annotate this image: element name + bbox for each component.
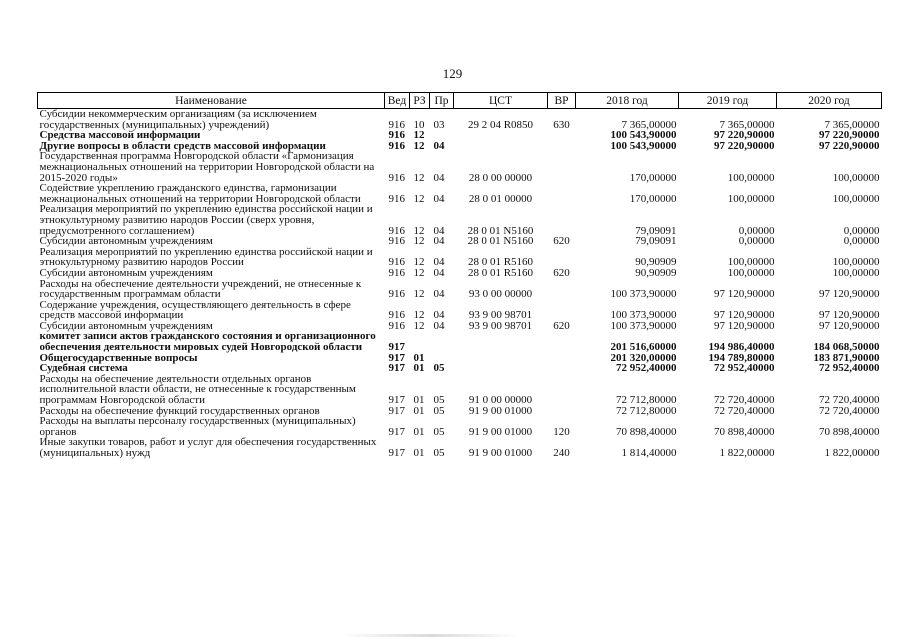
cell-2020: 100,00000 bbox=[832, 266, 880, 279]
cell-name: Судебная система bbox=[39, 362, 128, 375]
budget-table bbox=[37, 92, 882, 459]
header-pr: Пр bbox=[430, 93, 454, 109]
cell-vr: 620 bbox=[553, 235, 570, 248]
cell-ved: 917 bbox=[388, 341, 405, 354]
cell-2019: 97 220,90000 bbox=[714, 139, 775, 152]
cell-name: Расходы на обеспечение деятельности отдельных органов исполнительной власти области, не отнесенные к государственным программам Новгородской области bbox=[39, 372, 356, 407]
cell-2018: 90,90909 bbox=[635, 266, 677, 279]
cell-2018: 170,00000 bbox=[629, 192, 677, 205]
cell-2019: 72 720,40000 bbox=[714, 404, 775, 417]
cell-2020: 100,00000 bbox=[832, 192, 880, 205]
cell-name: Субсидии автономным учреждениям bbox=[39, 266, 213, 279]
cell-2020: 1 822,00000 bbox=[824, 447, 880, 459]
cell-name: Содержание учреждения, осуществляющего деятельность в сфере средств массовой информации bbox=[39, 298, 351, 322]
cell-vr bbox=[548, 406, 576, 417]
cell-pr: 04 bbox=[433, 309, 445, 322]
cell-cst: 93 0 00 00000 bbox=[468, 288, 533, 301]
cell-rz: 12 bbox=[413, 256, 425, 269]
header-cst: ЦСТ bbox=[454, 93, 548, 109]
cell-cst: 28 0 01 00000 bbox=[468, 192, 533, 205]
cell-cst: 28 0 01 R5160 bbox=[467, 266, 534, 279]
cell-cst bbox=[454, 363, 548, 374]
cell-ved: 916 bbox=[388, 192, 405, 205]
cell-pr bbox=[430, 331, 454, 352]
cell-rz: 01 bbox=[413, 394, 425, 407]
page-number: 129 bbox=[442, 66, 463, 81]
cell-2019: 194 789,80000 bbox=[708, 351, 775, 364]
cell-name: Иные закупки товаров, работ и услуг для обеспечения государственных (муниципальных) нужд bbox=[39, 436, 377, 459]
cell-ved: 917 bbox=[388, 394, 405, 407]
cell-2020: 100,00000 bbox=[832, 171, 880, 184]
cell-vr bbox=[548, 279, 576, 300]
cell-2020: 0,00000 bbox=[843, 224, 880, 237]
cell-name: Реализация мероприятий по укреплению единства российской нации и этнокультурному развитию народов России (сверх уровня, предусмотренного соглашением) bbox=[39, 203, 373, 237]
cell-rz: 12 bbox=[413, 309, 425, 322]
cell-name: Субсидии автономным учреждениям bbox=[39, 319, 213, 332]
cell-2020: 100,00000 bbox=[832, 256, 880, 269]
cell-name: Расходы на обеспечение функций государственных органов bbox=[39, 404, 320, 417]
cell-ved: 916 bbox=[388, 118, 405, 131]
cell-ved: 916 bbox=[388, 129, 405, 142]
cell-cst: 91 0 00 00000 bbox=[468, 394, 533, 407]
cell-cst: 91 9 00 01000 bbox=[468, 404, 533, 417]
cell-2018: 100 543,90000 bbox=[610, 139, 677, 152]
cell-2019: 97 120,90000 bbox=[714, 319, 775, 332]
cell-cst bbox=[454, 353, 548, 364]
cell-rz: 12 bbox=[413, 139, 425, 152]
cell-cst: 28 0 01 N5160 bbox=[467, 235, 534, 248]
cell-2019: 194 986,40000 bbox=[708, 341, 775, 354]
table-row bbox=[38, 109, 882, 131]
table-row bbox=[38, 331, 882, 352]
cell-2019: 72 720,40000 bbox=[714, 394, 775, 407]
cell-cst: 29 2 04 R0850 bbox=[467, 118, 534, 131]
cell-name: Государственная программа Новгородской области «Гармонизация межнациональных отношений на территории Новгородской области на 2015-2020 годы» bbox=[39, 150, 375, 184]
cell-vr bbox=[548, 141, 576, 152]
cell-pr: 05 bbox=[433, 447, 445, 459]
cell-rz: 12 bbox=[413, 192, 425, 205]
cell-2020: 97 220,90000 bbox=[819, 129, 880, 142]
cell-ved: 916 bbox=[388, 266, 405, 279]
cell-cst: 93 9 00 98701 bbox=[468, 319, 533, 332]
cell-vr: 630 bbox=[553, 118, 570, 131]
cell-vr bbox=[548, 300, 576, 321]
cell-2018: 70 898,40000 bbox=[616, 425, 677, 438]
cell-pr: 04 bbox=[433, 288, 445, 301]
cell-name: Субсидии некоммерческим организациям (за исключением государственных (муниципальных) учреждений) bbox=[39, 108, 317, 131]
cell-2018: 79,09091 bbox=[635, 235, 677, 248]
cell-2018: 100 373,90000 bbox=[610, 319, 677, 332]
cell-vr bbox=[548, 183, 576, 204]
cell-2019: 97 120,90000 bbox=[714, 309, 775, 322]
cell-2018: 201 516,60000 bbox=[610, 341, 677, 354]
cell-rz: 12 bbox=[413, 224, 425, 237]
cell-ved: 917 bbox=[388, 351, 405, 364]
header-2019: 2019 год bbox=[679, 93, 777, 109]
table-row bbox=[38, 279, 882, 300]
cell-2020: 97 220,90000 bbox=[819, 139, 880, 152]
cell-2020: 7 365,00000 bbox=[824, 118, 880, 131]
table-row bbox=[38, 204, 882, 236]
cell-vr bbox=[548, 353, 576, 364]
cell-vr bbox=[548, 374, 576, 406]
cell-pr: 04 bbox=[433, 171, 445, 184]
cell-vr: 240 bbox=[553, 447, 570, 459]
cell-cst: 91 9 00 01000 bbox=[468, 425, 533, 438]
cell-2019: 100,00000 bbox=[727, 192, 775, 205]
cell-rz: 12 bbox=[413, 266, 425, 279]
cell-ved: 916 bbox=[388, 235, 405, 248]
cell-rz: 01 bbox=[413, 404, 425, 417]
table-row bbox=[38, 300, 882, 321]
header-rz: РЗ bbox=[410, 93, 430, 109]
cell-pr: 04 bbox=[433, 139, 445, 152]
cell-rz bbox=[410, 331, 430, 352]
cell-2018: 100 373,90000 bbox=[610, 309, 677, 322]
cell-2020: 184 068,50000 bbox=[813, 341, 880, 354]
table-body bbox=[38, 109, 882, 459]
cell-pr: 05 bbox=[433, 404, 445, 417]
cell-cst bbox=[454, 141, 548, 152]
cell-rz: 10 bbox=[413, 118, 425, 131]
cell-pr: 05 bbox=[433, 425, 445, 438]
cell-2020: 183 871,90000 bbox=[813, 351, 880, 364]
cell-rz: 12 bbox=[413, 129, 425, 142]
cell-2019: 100,00000 bbox=[727, 266, 775, 279]
cell-rz: 01 bbox=[413, 447, 425, 459]
cell-vr: 120 bbox=[553, 425, 570, 438]
cell-vr bbox=[548, 130, 576, 141]
cell-2019: 0,00000 bbox=[738, 224, 775, 237]
cell-cst bbox=[454, 331, 548, 352]
cell-2018: 90,90909 bbox=[635, 256, 677, 269]
cell-rz: 12 bbox=[413, 235, 425, 248]
cell-ved: 917 bbox=[388, 362, 405, 375]
cell-ved: 917 bbox=[388, 447, 405, 459]
table-row bbox=[38, 151, 882, 183]
cell-vr bbox=[548, 204, 576, 236]
cell-ved: 916 bbox=[388, 319, 405, 332]
cell-2019: 1 822,00000 bbox=[719, 447, 775, 459]
cell-rz: 01 bbox=[413, 362, 425, 375]
cell-rz: 12 bbox=[413, 171, 425, 184]
cell-2018: 72 712,80000 bbox=[616, 404, 677, 417]
cell-name: Реализация мероприятий по укреплению единства российской нации и этнокультурному развитию народов России bbox=[39, 245, 373, 269]
cell-name: Расходы на выплаты персоналу государственных (муниципальных) органов bbox=[39, 415, 356, 438]
cell-vr bbox=[548, 151, 576, 183]
cell-cst bbox=[454, 130, 548, 141]
cell-2019: 100,00000 bbox=[727, 171, 775, 184]
cell-2018: 72 712,80000 bbox=[616, 394, 677, 407]
cell-ved: 916 bbox=[388, 288, 405, 301]
cell-cst: 93 9 00 98701 bbox=[468, 309, 533, 322]
cell-vr: 620 bbox=[553, 266, 570, 279]
cell-vr bbox=[548, 363, 576, 374]
cell-pr: 04 bbox=[433, 319, 445, 332]
cell-ved: 917 bbox=[388, 425, 405, 438]
table-row bbox=[38, 437, 882, 458]
cell-2019: 70 898,40000 bbox=[714, 425, 775, 438]
cell-pr: 04 bbox=[433, 235, 445, 248]
table-row bbox=[38, 268, 882, 279]
header-2020: 2020 год bbox=[777, 93, 882, 109]
cell-2019: 72 952,40000 bbox=[714, 362, 775, 375]
table-row bbox=[38, 183, 882, 204]
cell-2018: 72 952,40000 bbox=[616, 362, 677, 375]
cell-2020: 70 898,40000 bbox=[819, 425, 880, 438]
cell-2018: 100 373,90000 bbox=[610, 288, 677, 301]
cell-rz: 12 bbox=[413, 319, 425, 332]
cell-2020: 97 120,90000 bbox=[819, 288, 880, 301]
table-row bbox=[38, 247, 882, 268]
cell-ved: 916 bbox=[388, 309, 405, 322]
cell-2018: 79,09091 bbox=[635, 224, 677, 237]
cell-name: Субсидии автономным учреждениям bbox=[39, 235, 213, 248]
cell-2018: 1 814,40000 bbox=[621, 447, 677, 459]
cell-pr: 04 bbox=[433, 266, 445, 279]
cell-pr: 04 bbox=[433, 224, 445, 237]
header-2018: 2018 год bbox=[576, 93, 679, 109]
cell-2018: 100 543,90000 bbox=[610, 129, 677, 142]
table-header bbox=[38, 93, 882, 109]
cell-2020: 0,00000 bbox=[843, 235, 880, 248]
table-row bbox=[38, 416, 882, 437]
cell-2019: 100,00000 bbox=[727, 256, 775, 269]
cell-cst: 91 9 00 01000 bbox=[468, 447, 533, 459]
cell-ved: 916 bbox=[388, 171, 405, 184]
cell-2019: 0,00000 bbox=[738, 235, 775, 248]
scan-artifact bbox=[340, 634, 520, 637]
budget-table-container bbox=[37, 92, 881, 459]
cell-vr bbox=[548, 247, 576, 268]
header-name: Наименование bbox=[38, 93, 385, 109]
cell-2018: 201 320,00000 bbox=[610, 351, 677, 364]
cell-rz: 01 bbox=[413, 425, 425, 438]
cell-ved: 917 bbox=[388, 404, 405, 417]
cell-2020: 97 120,90000 bbox=[819, 319, 880, 332]
cell-rz: 12 bbox=[413, 288, 425, 301]
cell-name: Расходы на обеспечение деятельности учреждений, не отнесенные к государственным программам области bbox=[39, 277, 362, 301]
cell-2020: 72 720,40000 bbox=[819, 404, 880, 417]
cell-cst: 28 0 01 R5160 bbox=[467, 256, 534, 269]
cell-rz: 01 bbox=[413, 351, 425, 364]
cell-2019: 97 220,90000 bbox=[714, 129, 775, 142]
cell-vr bbox=[548, 331, 576, 352]
cell-2018: 170,00000 bbox=[629, 171, 677, 184]
cell-vr: 620 bbox=[553, 319, 570, 332]
cell-name: Содействие укреплению гражданского единства, гармонизации межнациональных отношений на территории Новгородской области bbox=[39, 182, 361, 205]
cell-ved: 916 bbox=[388, 139, 405, 152]
cell-name: Средства массовой информации bbox=[39, 129, 201, 142]
cell-name: Общегосударственные вопросы bbox=[39, 351, 198, 364]
cell-ved: 916 bbox=[388, 224, 405, 237]
cell-pr: 05 bbox=[433, 394, 445, 407]
cell-name: комитет записи актов гражданского состояния и организационного обеспечения деятельности мировых судей Новгородской области bbox=[39, 330, 376, 354]
header-ved: Вед bbox=[385, 93, 410, 109]
cell-pr: 04 bbox=[433, 256, 445, 269]
table-row bbox=[38, 374, 882, 406]
cell-2019: 7 365,00000 bbox=[719, 118, 775, 131]
cell-2020: 72 720,40000 bbox=[819, 394, 880, 407]
cell-cst: 28 0 00 00000 bbox=[468, 171, 533, 184]
header-vr: ВР bbox=[548, 93, 576, 109]
cell-cst: 28 0 01 N5160 bbox=[467, 224, 534, 237]
cell-pr: 04 bbox=[433, 192, 445, 205]
cell-2020: 72 952,40000 bbox=[819, 362, 880, 375]
cell-2020: 97 120,90000 bbox=[819, 309, 880, 322]
cell-2019: 97 120,90000 bbox=[714, 288, 775, 301]
cell-pr: 05 bbox=[433, 362, 445, 375]
cell-name: Другие вопросы в области средств массовой информации bbox=[39, 139, 326, 152]
cell-pr: 03 bbox=[433, 118, 445, 131]
cell-ved: 916 bbox=[388, 256, 405, 269]
cell-2018: 7 365,00000 bbox=[621, 118, 677, 131]
